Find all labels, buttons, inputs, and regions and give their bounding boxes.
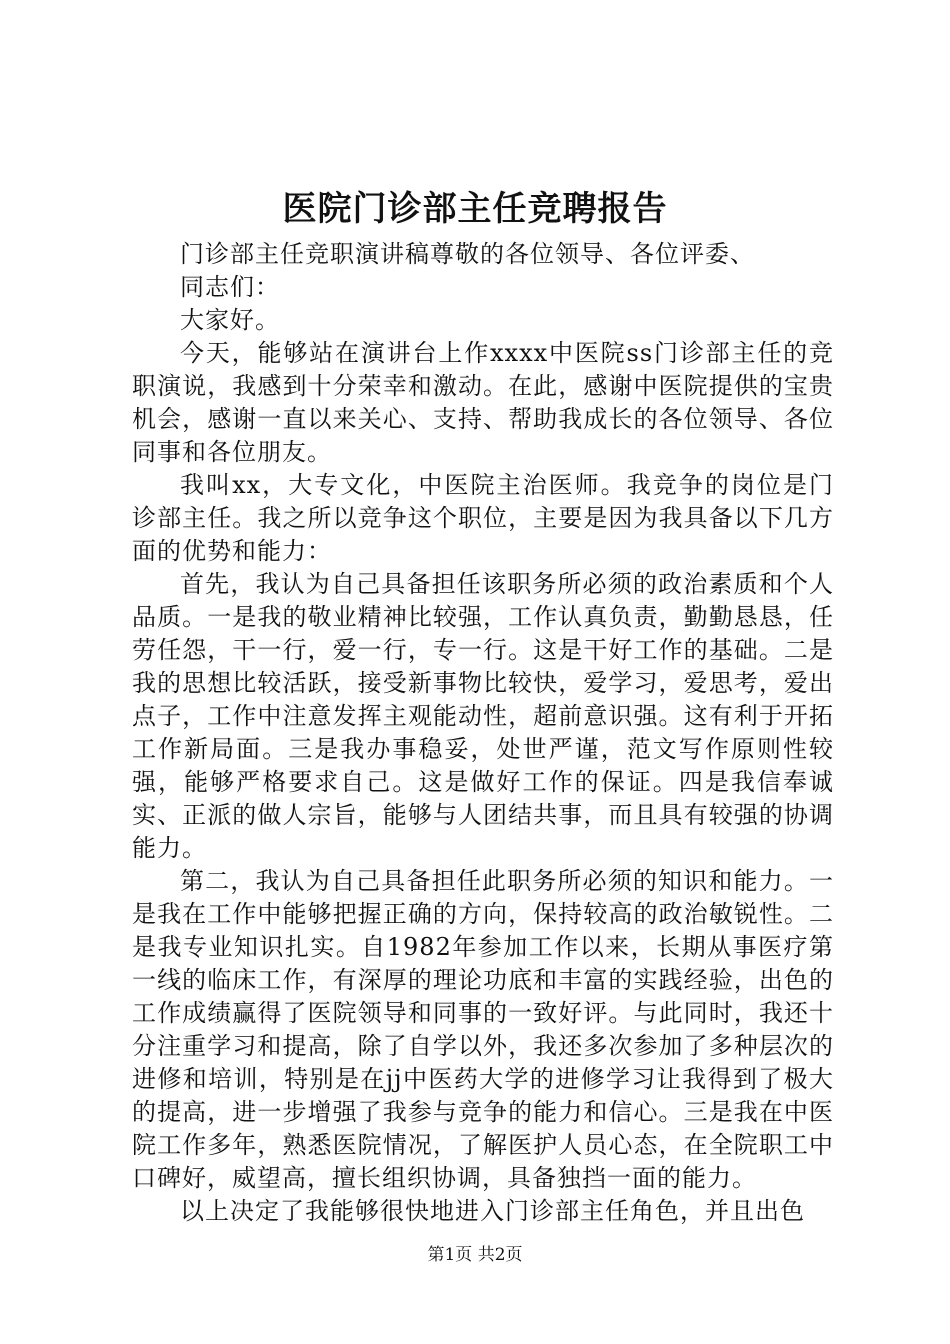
paragraph-self-intro: 我叫xx，大专文化，中医院主治医师。我竞争的岗位是门诊部主任。我之所以竞争这个职位，主要是因为我具备以下几方面的优势和能力： [132, 471, 834, 565]
document-body [132, 238, 834, 1228]
paragraph-salutation: 门诊部主任竞职演讲稿尊敬的各位领导、各位评委、 [180, 240, 755, 268]
paragraph-second-point: 第二，我认为自己具备担任此职务所必须的知识和能力。一是我在工作中能够把握正确的方向，保持较高的政治敏锐性。二是我专业知识扎实。自1982年参加工作以来，长期从事医疗第一线的临床工作，有深厚的理论功底和丰富的实践经验，出色的工作成绩赢得了医院领导和同事的一致好评。与此同时，我还十分注重学习和提高，除了自学以外，我还多次参加了多种层次的进修和培训，特别是在jj中医药大学的进修学习让我得到了极大的提高，进一步增强了我参与竞争的能力和信心。三是我在中医院工作多年，熟悉医院情况，了解医护人员心态，在全院职工中口碑好，威望高，擅长组织协调，具备独挡一面的能力。 [132, 867, 834, 1192]
paragraph-greeting: 大家好。 [180, 306, 280, 334]
paragraph-conclusion: 以上决定了我能够很快地进入门诊部主任角色，并且出色 [180, 1197, 805, 1225]
document-title: 医院门诊部主任竞聘报告 [282, 189, 668, 229]
page-number-footer: 第1页 共2页 [427, 1245, 523, 1265]
paragraph-comrades: 同志们： [180, 273, 280, 301]
paragraph-intro: 今天，能够站在演讲台上作xxxx中医院ss门诊部主任的竞职演说，我感到十分荣幸和激动。在此，感谢中医院提供的宝贵机会，感谢一直以来关心、支持、帮助我成长的各位领导、各位同事和各位朋友。 [132, 339, 834, 466]
paragraph-first-point: 首先，我认为自己具备担任该职务所必须的政治素质和个人品质。一是我的敬业精神比较强，工作认真负责，勤勤恳恳，任劳任怨，干一行，爱一行，专一行。这是干好工作的基础。二是我的思想比较活跃，接受新事物比较快，爱学习，爱思考，爱出点子，工作中注意发挥主观能动性，超前意识强。这有利于开拓工作新局面。三是我办事稳妥，处世严谨，范文写作原则性较强，能够严格要求自己。这是做好工作的保证。四是我信奉诚实、正派的做人宗旨，能够与人团结共事，而且具有较强的协调能力。 [132, 570, 834, 862]
